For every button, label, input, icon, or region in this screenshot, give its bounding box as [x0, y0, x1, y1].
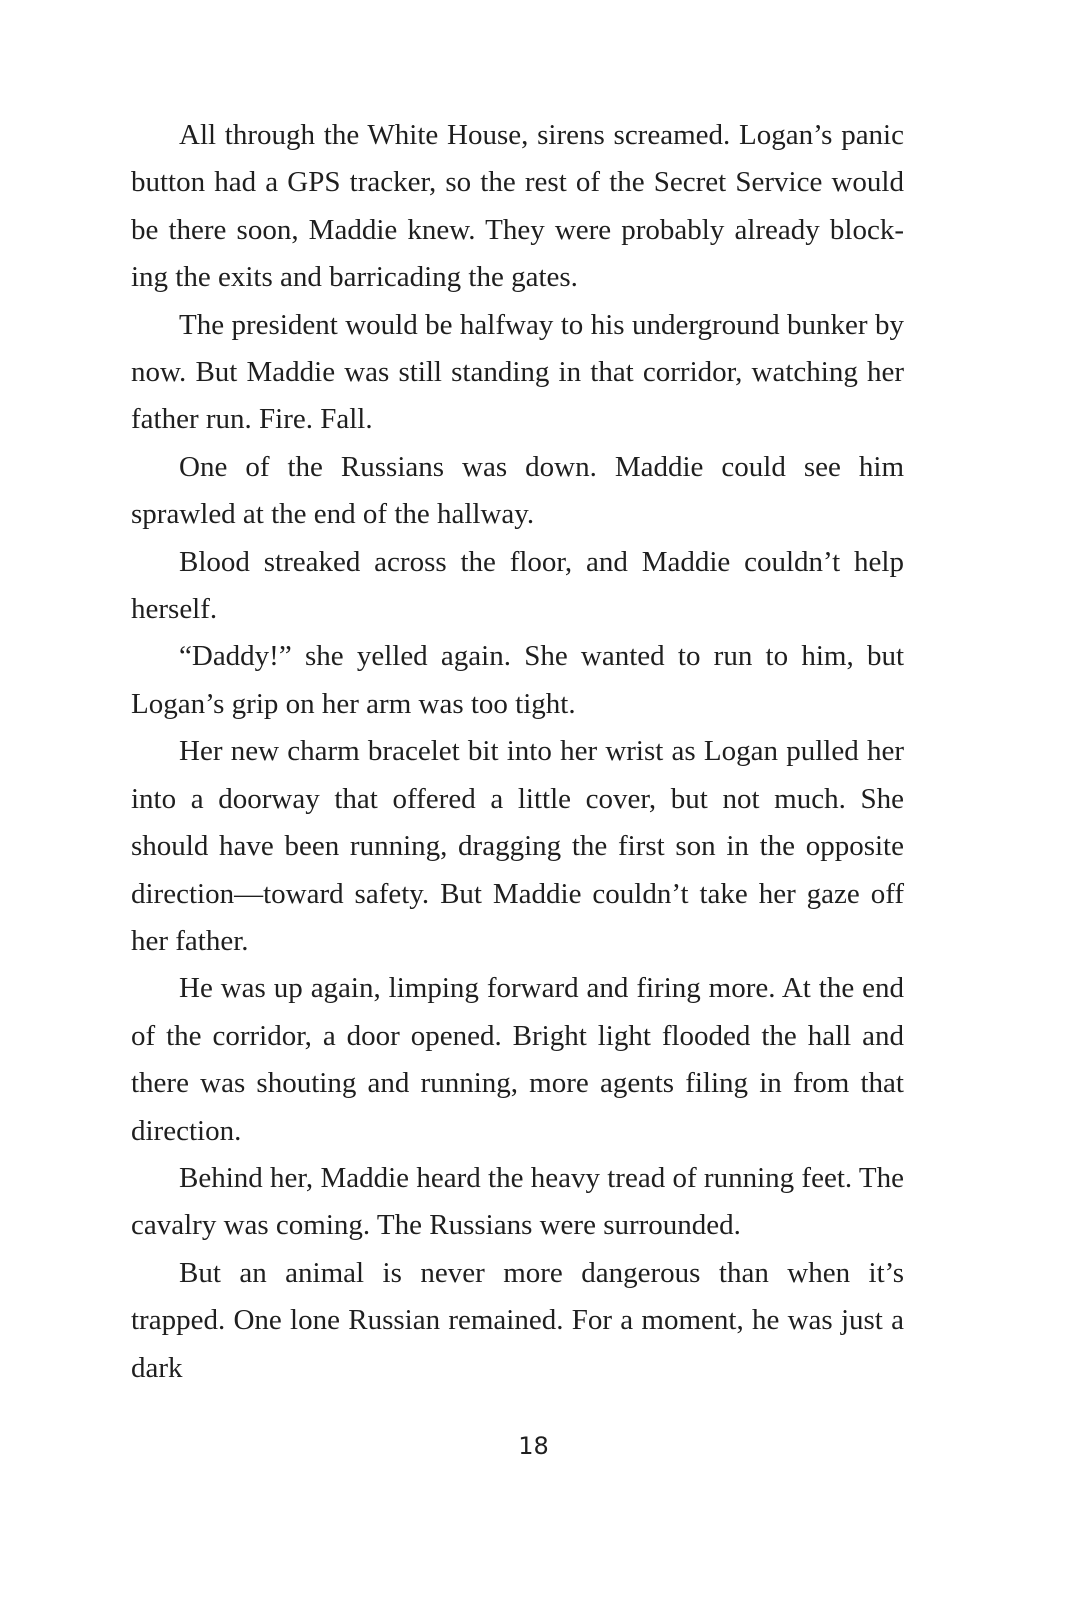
body-text [131, 112, 904, 1392]
paragraph: But an animal is never more dangerous than when it’s trapped. One lone Russian remained. For a moment, he was just a dark [131, 1256, 904, 1384]
paragraph: One of the Russians was down. Maddie could see him sprawled at the end of the hallway. [131, 450, 904, 531]
paragraph: The president would be halfway to his underground bunker by now. But Maddie was still standing in that corridor, watching her father run. Fire. Fall. [131, 308, 904, 436]
paragraph: Blood streaked across the floor, and Maddie couldn’t help herself. [131, 545, 904, 626]
paragraph: All through the White House, sirens screamed. Logan’s panic button had a GPS tracker, so the rest of the Secret Service would be there soon, Maddie knew. They were probably already blocking the exits and barricading the gates. [131, 119, 904, 294]
page-number: 18 [518, 1432, 549, 1460]
paragraph: He was up again, limping forward and firing more. At the end of the corridor, a door opened. Bright light flooded the hall and there was shouting and running, more agents filing in from that direction. [131, 972, 904, 1147]
paragraph: Her new charm bracelet bit into her wrist as Logan pulled her into a doorway that offered a little cover, but not much. She should have been running, dragging the first son in the opposite direction—toward safety. But Maddie couldn’t take her gaze off her father. [131, 735, 904, 957]
paragraph: Behind her, Maddie heard the heavy tread of running feet. The cavalry was coming. The Russians were surrounded. [131, 1161, 904, 1242]
paragraph: “Daddy!” she yelled again. She wanted to run to him, but Logan’s grip on her arm was too tight. [131, 640, 904, 720]
